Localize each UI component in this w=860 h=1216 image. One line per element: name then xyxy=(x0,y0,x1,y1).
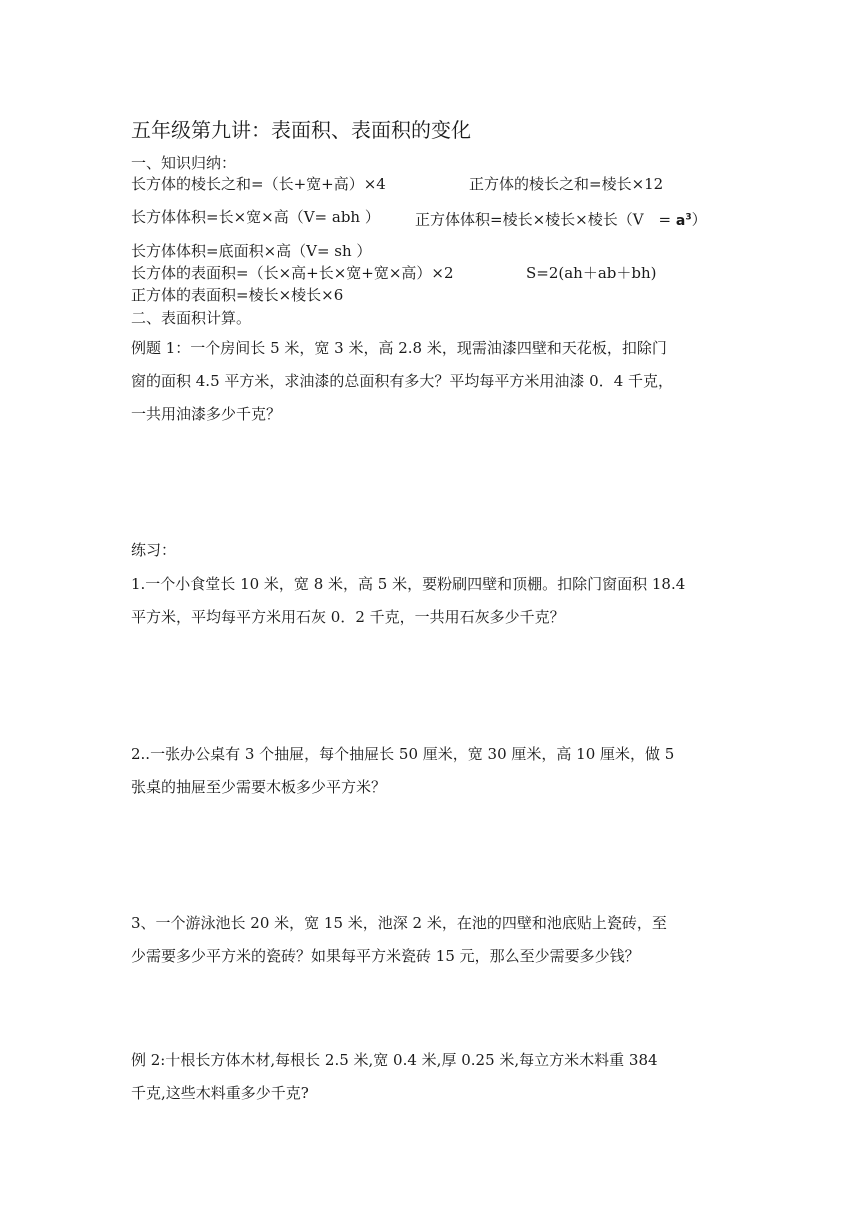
formula-cube-volume-suffix: ） xyxy=(691,210,707,229)
formula-cube-surface: 正方体的表面积=棱长×棱长×6 xyxy=(131,286,344,304)
formula-cuboid-volume: 长方体体积=长×宽×高（V= abh ） xyxy=(131,208,380,226)
question2-line2: 张桌的抽屉至少需要木板多少平方米？ xyxy=(131,778,387,796)
practice-heading: 练习： xyxy=(131,541,177,559)
page-title: 五年级第九讲：表面积、表面积的变化 xyxy=(131,118,471,142)
formula-cube-edges: 正方体的棱长之和=棱长×12 xyxy=(469,175,664,193)
formula-cuboid-edges: 长方体的棱长之和=（长+宽+高）×4 xyxy=(131,175,386,193)
formula-cube-volume xyxy=(415,207,707,231)
formula-row-edges xyxy=(131,174,664,194)
formula-row-volume xyxy=(131,207,707,229)
question3-line2: 少需要多少平方米的瓷砖？如果每平方米瓷砖 15 元，那么至少需要多少钱？ xyxy=(131,947,640,965)
formula-cube-volume-prefix: 正方体体积=棱长×棱长×棱长（V = xyxy=(415,210,672,229)
example1-line1: 例题 1：一个房间长 5 米，宽 3 米，高 2.8 米，现需油漆四壁和天花板，扣除门 xyxy=(131,339,667,357)
question1-line2: 平方米，平均每平方米用石灰 0．2 千克，一共用石灰多少千克？ xyxy=(131,608,565,626)
formula-cuboid-volume-base: 长方体体积=底面积×高（V= sh ） xyxy=(131,242,372,260)
example2-line1: 例 2:十根长方体木材,每根长 2.5 米,宽 0.4 米,厚 0.25 米,每立方米木料重 384 xyxy=(131,1051,658,1069)
formula-cube-volume-power: $a^3$ xyxy=(675,212,692,229)
question1-line1: 1.一个小食堂长 10 米，宽 8 米，高 5 米，要粉刷四壁和顶棚。扣除门窗面积 18.4 xyxy=(131,575,686,593)
formula-cuboid-surface-symbolic: S=2(ah＋ab＋bh) xyxy=(526,264,657,282)
formula-row-surface xyxy=(131,263,657,283)
example1-line2: 窗的面积 4.5 平方米，求油漆的总面积有多大？平均每平方米用油漆 0．4 千克， xyxy=(131,372,674,390)
example1-line3: 一共用油漆多少千克？ xyxy=(131,405,282,423)
question3-line1: 3、一个游泳池长 20 米，宽 15 米，池深 2 米，在池的四壁和池底贴上瓷砖，至 xyxy=(131,914,667,932)
example2-line2: 千克,这些木料重多少千克? xyxy=(131,1084,309,1102)
section-heading-knowledge: 一、知识归纳： xyxy=(131,154,237,172)
formula-cuboid-surface: 长方体的表面积=（长×高+长×宽+宽×高）×2 xyxy=(131,264,454,282)
question2-line1: 2..一张办公桌有 3 个抽屉，每个抽屉长 50 厘米，宽 30 厘米，高 10 厘米，做 5 xyxy=(131,745,675,763)
section-heading-surface: 二、表面积计算。 xyxy=(131,309,252,327)
